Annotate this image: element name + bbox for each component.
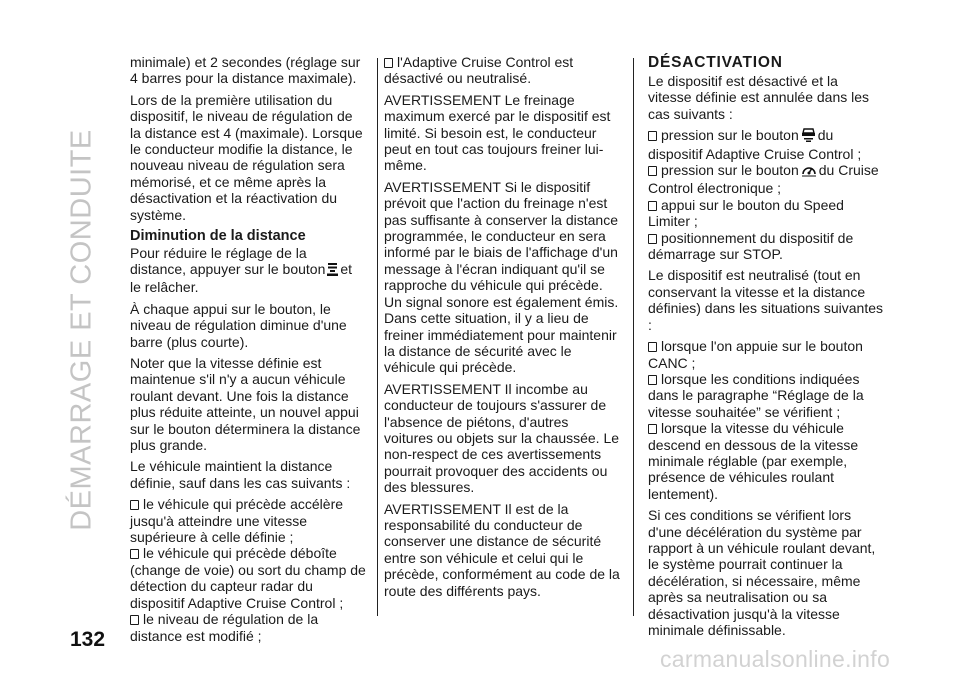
paragraph: Si ces conditions se vérifient lors d'une décélération du système par rapport à un véhicule roulant devant, le système pourrait continuer la décélération, si nécessaire, même après sa neutralisation ou sa désactivation jusqu'à la vitesse minimale définissable. xyxy=(648,507,876,638)
paragraph: À chaque appui sur le bouton, le niveau de régulation diminue d'une barre (plus courte). xyxy=(130,300,347,350)
warning-paragraph: AVERTISSEMENT Si le dispositif prévoit que l'action du freinage n'est pas suffisante à conserver la distance programmée, le conducteur en sera informé par le biais de l'affichage d'un message à l'écran indiquant qu'il se rapproche du véhicule qui précède. Un signal sonore est également émis. Dans cette situation, il y a lieu de freiner immédiatement pour maintenir la distance de sécurité avec le véhicule qui précède. xyxy=(384,178,619,376)
paragraph: Noter que la vitesse définie est maintenue s'il n'y a aucun véhicule roulant devant. Une fois la distance plus réduite atteinte, un nouvel appui sur le bouton déterminera la distance plus grande. xyxy=(130,355,361,454)
bullet-icon xyxy=(648,424,657,434)
list-item: positionnement du dispositif de démarrage sur STOP. xyxy=(648,229,854,263)
bullet-icon xyxy=(648,342,657,352)
bullet-icon xyxy=(130,549,139,559)
paragraph: Le dispositif est désactivé et la vitesse définie est annulée dans les cas suivants : xyxy=(648,73,870,122)
page-number: 132 xyxy=(70,628,106,651)
paragraph: Le dispositif est neutralisé (tout en conservant la vitesse et la distance définies) dans les situations suivantes : xyxy=(648,267,884,333)
text-column-1 xyxy=(130,54,366,644)
paragraph: Lors de la première utilisation du dispositif, le niveau de régulation de la distance est 4 (maximale). Lorsque le conducteur modifie la distance, le nouveau niveau de régulation sera mémorisé, et ce même après la désactivation et la réactivation du système. xyxy=(130,91,363,223)
column-divider xyxy=(633,58,634,616)
bullet-icon xyxy=(648,234,657,244)
adaptive-cruise-control-icon xyxy=(801,128,816,145)
list-item: lorsque les conditions indiquées dans le paragraphe “Réglage de la vitesse souhaitée” se vérifient ; xyxy=(648,370,864,420)
bullet-icon xyxy=(648,166,657,176)
warning-paragraph: AVERTISSEMENT Il incombe au conducteur de toujours s'assurer de l'absence de piétons, d'autres voitures ou objets sur la chaussée. Le non-respect de ces avertissements pourrait provoquer des accidents ou des blessures. xyxy=(384,380,620,496)
distance-decrease-icon xyxy=(327,263,338,279)
text-column-2 xyxy=(384,54,620,604)
chapter-side-title: DÉMARRAGE ET CONDUITE xyxy=(65,129,98,531)
text-column-3 xyxy=(648,54,884,643)
warning-paragraph: AVERTISSEMENT Le freinage maximum exercé par le dispositif est limité. Si besoin est, le conducteur peut en tout cas toujours freiner lui-même. xyxy=(384,91,611,174)
paragraph: minimale) et 2 secondes (réglage sur 4 barres pour la distance maximale). xyxy=(130,54,361,87)
list-item: appui sur le bouton du Speed Limiter ; xyxy=(648,196,844,230)
bullet-icon xyxy=(648,201,657,211)
bullet-icon xyxy=(648,375,657,385)
watermark: carmanualsonline.info xyxy=(660,646,891,672)
bullet-icon xyxy=(384,58,393,68)
list-item: l'Adaptive Cruise Control est désactivé ou neutralisé. xyxy=(384,54,574,87)
list-item: le véhicule qui précède déboîte (change de voie) ou sort du champ de détection du capteur radar du dispositif Adaptive Cruise Control ; xyxy=(130,545,366,611)
bullet-icon xyxy=(130,500,139,510)
list-item: pression sur le bouton du Cruise Control électronique ; xyxy=(648,162,879,197)
section-heading: Diminution de la distance xyxy=(130,228,306,245)
list-item: le véhicule qui précède accélère jusqu'à atteindre une vitesse supérieure à celle définie ; xyxy=(130,496,344,546)
paragraph: Pour réduire le réglage de la distance, appuyer sur le bouton et le relâcher. xyxy=(130,244,353,296)
section-heading: DÉSACTIVATION xyxy=(648,54,783,71)
list-item: le niveau de régulation de la distance est modifié ; xyxy=(130,611,319,644)
list-item: lorsque la vitesse du véhicule descend en dessous de la vitesse minimale réglable (par exemple, présence de véhicules roulant lentement). xyxy=(648,420,859,502)
list-item: pression sur le bouton du dispositif Adaptive Cruise Control ; xyxy=(648,127,862,162)
bullet-icon xyxy=(130,615,139,625)
list-item: lorsque l'on appuie sur le bouton CANC ; xyxy=(648,338,863,371)
cruise-control-icon xyxy=(801,163,817,180)
paragraph: Le véhicule maintient la distance définie, sauf dans les cas suivants : xyxy=(130,458,351,491)
column-divider xyxy=(377,58,378,616)
bullet-icon xyxy=(648,131,657,141)
warning-paragraph: AVERTISSEMENT Il est de la responsabilité du conducteur de conserver une distance de sécurité entre son véhicule et celui qui le précède, conformément au code de la route des différents pays. xyxy=(384,500,620,599)
